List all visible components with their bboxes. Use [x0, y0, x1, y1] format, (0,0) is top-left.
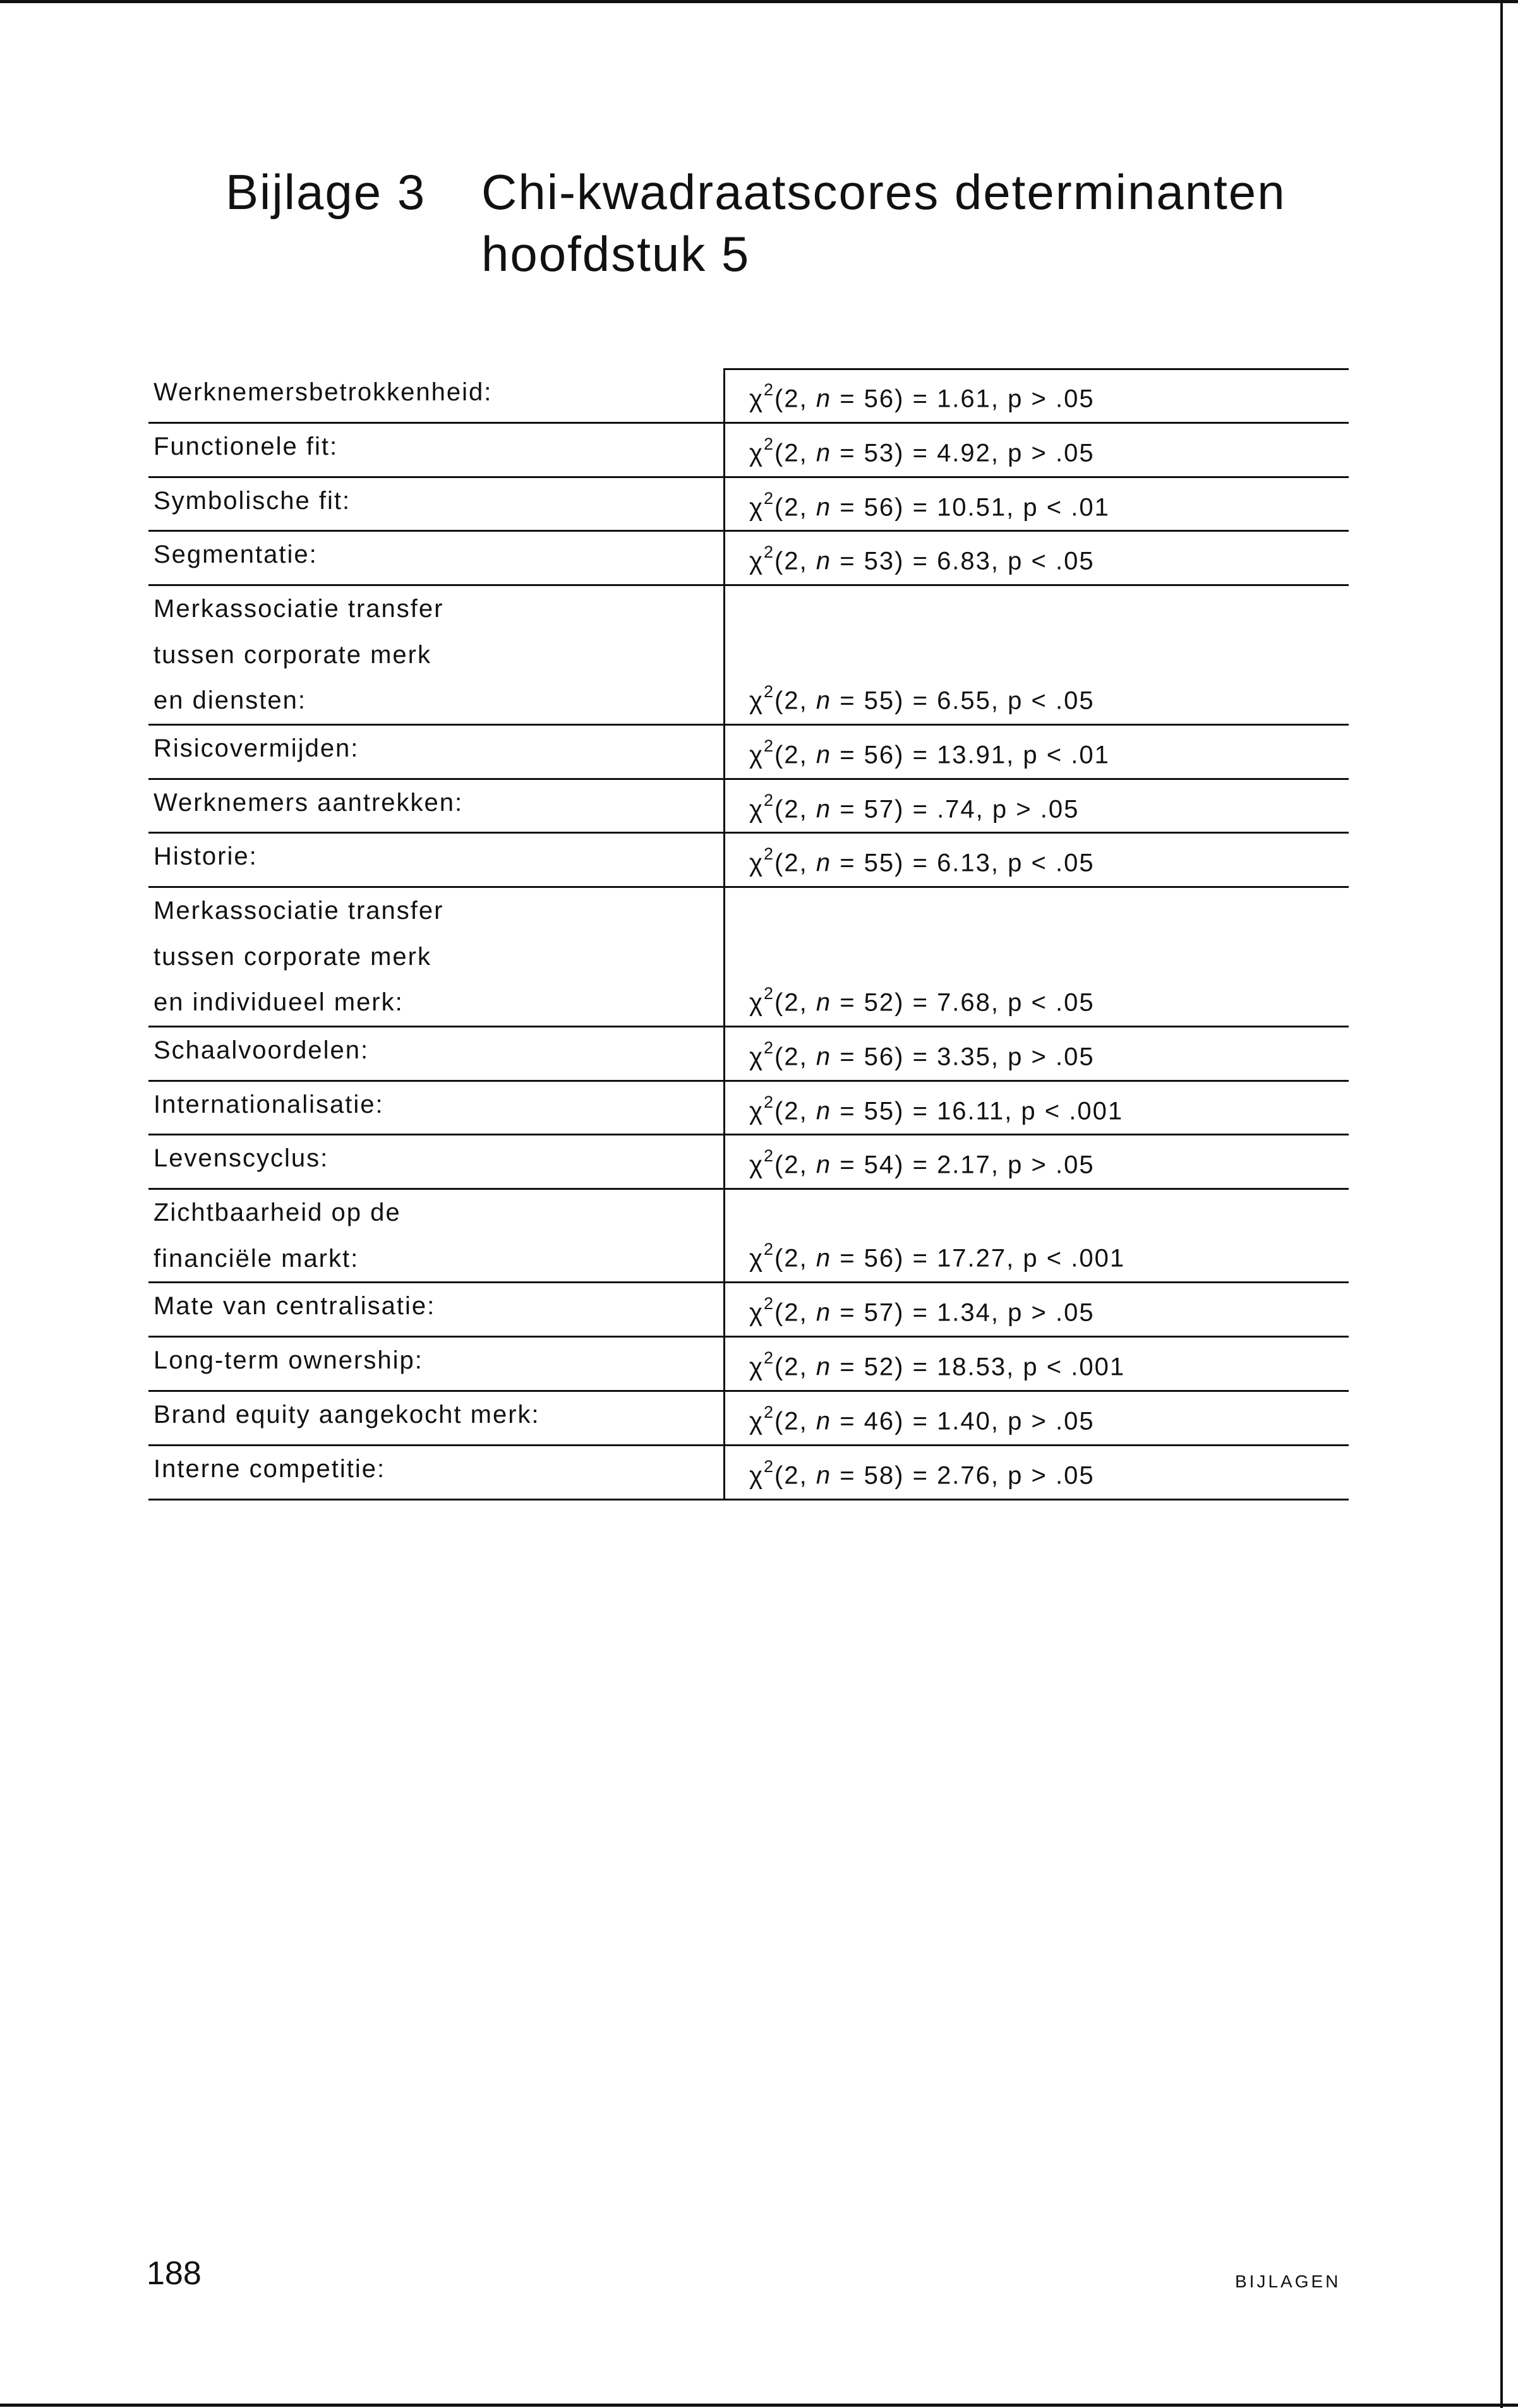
determinant-label-line: Werknemers aantrekken:	[154, 788, 464, 817]
n-symbol: n	[816, 1244, 832, 1273]
chi-symbol: χ	[749, 1461, 764, 1490]
df-part: (2,	[774, 1096, 816, 1125]
table-row	[148, 1190, 1349, 1283]
squared-superscript: 2	[764, 1146, 775, 1166]
statistic-part: = 56) = 3.35, p > .05	[831, 1043, 1095, 1071]
n-symbol: n	[816, 1043, 832, 1071]
chi-square-value	[723, 888, 1349, 1026]
df-part: (2,	[774, 794, 816, 823]
determinant-label-line: Symbolische fit:	[154, 486, 351, 515]
determinant-label-line: Schaalvoordelen:	[154, 1036, 370, 1064]
chi-symbol: χ	[749, 741, 764, 769]
squared-superscript: 2	[764, 736, 775, 755]
statistic-part: = 57) = .74, p > .05	[831, 794, 1080, 823]
determinant-label	[148, 1027, 723, 1080]
chi-square-value	[723, 834, 1349, 886]
statistic-part: = 52) = 18.53, p < .001	[831, 1353, 1126, 1381]
page-number: 188	[147, 2255, 202, 2292]
table-row	[148, 478, 1349, 532]
chi-square-value	[723, 780, 1349, 832]
determinant-label-line: Zichtbaarheid op de	[154, 1199, 401, 1227]
n-symbol: n	[816, 439, 832, 467]
determinant-label	[148, 424, 723, 476]
n-symbol: n	[816, 1353, 832, 1381]
chi-symbol: χ	[749, 1407, 764, 1435]
determinant-label-line: tussen corporate merk	[154, 640, 431, 669]
determinant-label	[148, 1283, 723, 1336]
scan-bottom-border	[0, 2404, 1518, 2407]
squared-superscript: 2	[764, 542, 775, 562]
table-row	[148, 1082, 1349, 1136]
df-part: (2,	[774, 1043, 816, 1071]
n-symbol: n	[816, 1096, 832, 1125]
df-part: (2,	[774, 385, 816, 413]
determinant-label-line: Merkassociatie transfer	[154, 595, 444, 623]
chi-symbol: χ	[749, 493, 764, 521]
chi-square-value	[723, 1135, 1349, 1188]
determinant-label-line: Levenscyclus:	[154, 1144, 329, 1173]
determinant-label	[148, 834, 723, 886]
n-symbol: n	[816, 988, 832, 1017]
chi-square-value	[723, 424, 1349, 476]
statistic-part: = 46) = 1.40, p > .05	[831, 1407, 1095, 1435]
df-part: (2,	[774, 988, 816, 1017]
table-row	[148, 780, 1349, 834]
table-row	[148, 1027, 1349, 1082]
determinant-label	[148, 586, 723, 724]
df-part: (2,	[774, 686, 816, 715]
statistic-part: = 53) = 6.83, p < .05	[831, 547, 1095, 575]
statistic-part: = 54) = 2.17, p > .05	[831, 1151, 1095, 1179]
statistic-part: = 55) = 6.13, p < .05	[831, 849, 1095, 877]
determinant-label-line: Merkassociatie transfer	[154, 897, 444, 925]
squared-superscript: 2	[764, 1402, 775, 1422]
statistic-part: = 56) = 10.51, p < .01	[831, 493, 1110, 521]
appendix-label: Bijlage 3	[226, 164, 426, 220]
determinant-label	[148, 369, 723, 422]
scan-right-border	[1500, 0, 1503, 2408]
chi-square-value	[723, 726, 1349, 778]
statistic-part: = 52) = 7.68, p < .05	[831, 988, 1095, 1017]
df-part: (2,	[774, 1353, 816, 1381]
n-symbol: n	[816, 1461, 832, 1490]
squared-superscript: 2	[764, 434, 775, 453]
determinant-label-line: Functionele fit:	[154, 432, 339, 460]
squared-superscript: 2	[764, 1294, 775, 1314]
df-part: (2,	[774, 1407, 816, 1435]
chi-square-value	[723, 586, 1349, 724]
chi-square-value	[723, 1082, 1349, 1134]
determinant-label-line: Werknemersbetrokkenheid:	[154, 378, 493, 406]
determinant-label	[148, 1338, 723, 1390]
determinant-label-line: Historie:	[154, 842, 258, 871]
running-footer: BIJLAGEN	[1235, 2272, 1341, 2291]
table-row	[148, 1392, 1349, 1446]
table-row	[148, 1338, 1349, 1392]
chi-symbol: χ	[749, 1043, 764, 1071]
squared-superscript: 2	[764, 983, 775, 1003]
chi-symbol: χ	[749, 794, 764, 823]
chi-square-value	[723, 1283, 1349, 1336]
df-part: (2,	[774, 849, 816, 877]
determinant-label-line: Interne competitie:	[154, 1454, 386, 1483]
scan-top-border	[0, 0, 1518, 3]
n-symbol: n	[816, 794, 832, 823]
n-symbol: n	[816, 385, 832, 413]
chi-square-value	[723, 1190, 1349, 1281]
determinant-label-line: Segmentatie:	[154, 541, 318, 569]
determinant-label	[148, 1190, 723, 1281]
determinant-label	[148, 478, 723, 530]
statistic-part: = 58) = 2.76, p > .05	[831, 1461, 1095, 1490]
chi-symbol: χ	[749, 686, 764, 715]
chi-square-value	[723, 1338, 1349, 1390]
determinant-label	[148, 726, 723, 778]
table-row	[148, 1446, 1349, 1501]
determinant-label	[148, 532, 723, 584]
df-part: (2,	[774, 1244, 816, 1273]
determinant-label	[148, 888, 723, 1026]
squared-superscript: 2	[764, 681, 775, 701]
determinant-label	[148, 1135, 723, 1188]
squared-superscript: 2	[764, 1348, 775, 1368]
determinant-label	[148, 1082, 723, 1134]
determinant-label-line: Internationalisatie:	[154, 1090, 384, 1118]
df-part: (2,	[774, 1151, 816, 1179]
n-symbol: n	[816, 547, 832, 575]
df-part: (2,	[774, 493, 816, 521]
table-row	[148, 424, 1349, 478]
n-symbol: n	[816, 1298, 832, 1327]
determinant-label-line: Brand equity aangekocht merk:	[154, 1400, 540, 1429]
determinant-label-line: Mate van centralisatie:	[154, 1292, 436, 1321]
determinant-label-line: tussen corporate merk	[154, 942, 431, 971]
table-row	[148, 726, 1349, 780]
chi-symbol: χ	[749, 547, 764, 575]
chi-symbol: χ	[749, 1096, 764, 1125]
chi-square-value	[723, 478, 1349, 530]
chi-symbol: χ	[749, 1353, 764, 1381]
determinant-label-line: financiële markt:	[154, 1244, 359, 1273]
df-part: (2,	[774, 547, 816, 575]
statistic-part: = 55) = 16.11, p < .001	[831, 1096, 1124, 1125]
appendix-title-line2: hoofdstuk 5	[481, 226, 750, 282]
squared-superscript: 2	[764, 1456, 775, 1476]
chi-symbol: χ	[749, 1244, 764, 1273]
table-row	[148, 888, 1349, 1027]
squared-superscript: 2	[764, 790, 775, 810]
n-symbol: n	[816, 1151, 832, 1179]
chi-square-table	[148, 369, 1349, 1501]
chi-symbol: χ	[749, 849, 764, 877]
squared-superscript: 2	[764, 1240, 775, 1259]
table-row	[148, 586, 1349, 726]
n-symbol: n	[816, 1407, 832, 1435]
chi-symbol: χ	[749, 1298, 764, 1327]
table-row	[148, 1135, 1349, 1190]
df-part: (2,	[774, 439, 816, 467]
chi-square-value	[723, 369, 1349, 422]
determinant-label-line: en diensten:	[154, 686, 306, 715]
determinant-label-line: Long-term ownership:	[154, 1346, 423, 1375]
table-row	[148, 834, 1349, 888]
squared-superscript: 2	[764, 380, 775, 399]
table-row	[148, 369, 1349, 424]
statistic-part: = 57) = 1.34, p > .05	[831, 1298, 1095, 1327]
determinant-label	[148, 1446, 723, 1499]
statistic-part: = 56) = 1.61, p > .05	[831, 385, 1095, 413]
statistic-part: = 56) = 13.91, p < .01	[831, 741, 1110, 769]
chi-square-value	[723, 1392, 1349, 1444]
df-part: (2,	[774, 1298, 816, 1327]
chi-square-value	[723, 532, 1349, 584]
statistic-part: = 53) = 4.92, p > .05	[831, 439, 1095, 467]
table-row	[148, 1283, 1349, 1338]
determinant-label-line: Risicovermijden:	[154, 734, 359, 762]
squared-superscript: 2	[764, 488, 775, 508]
table-row	[148, 532, 1349, 586]
chi-symbol: χ	[749, 988, 764, 1017]
chi-symbol: χ	[749, 385, 764, 413]
determinant-label	[148, 1392, 723, 1444]
n-symbol: n	[816, 849, 832, 877]
determinant-label	[148, 780, 723, 832]
df-part: (2,	[774, 741, 816, 769]
statistic-part: = 55) = 6.55, p < .05	[831, 686, 1095, 715]
determinant-label-line: en individueel merk:	[154, 988, 404, 1017]
n-symbol: n	[816, 493, 832, 521]
squared-superscript: 2	[764, 844, 775, 864]
chi-square-value	[723, 1446, 1349, 1499]
chi-symbol: χ	[749, 439, 764, 467]
squared-superscript: 2	[764, 1038, 775, 1057]
statistic-part: = 56) = 17.27, p < .001	[831, 1244, 1126, 1273]
appendix-title-line1: Chi-kwadraatscores determinanten	[481, 164, 1286, 220]
df-part: (2,	[774, 1461, 816, 1490]
chi-symbol: χ	[749, 1151, 764, 1179]
appendix-heading	[226, 161, 1429, 285]
n-symbol: n	[816, 686, 832, 715]
squared-superscript: 2	[764, 1092, 775, 1111]
chi-square-value	[723, 1027, 1349, 1080]
n-symbol: n	[816, 741, 832, 769]
